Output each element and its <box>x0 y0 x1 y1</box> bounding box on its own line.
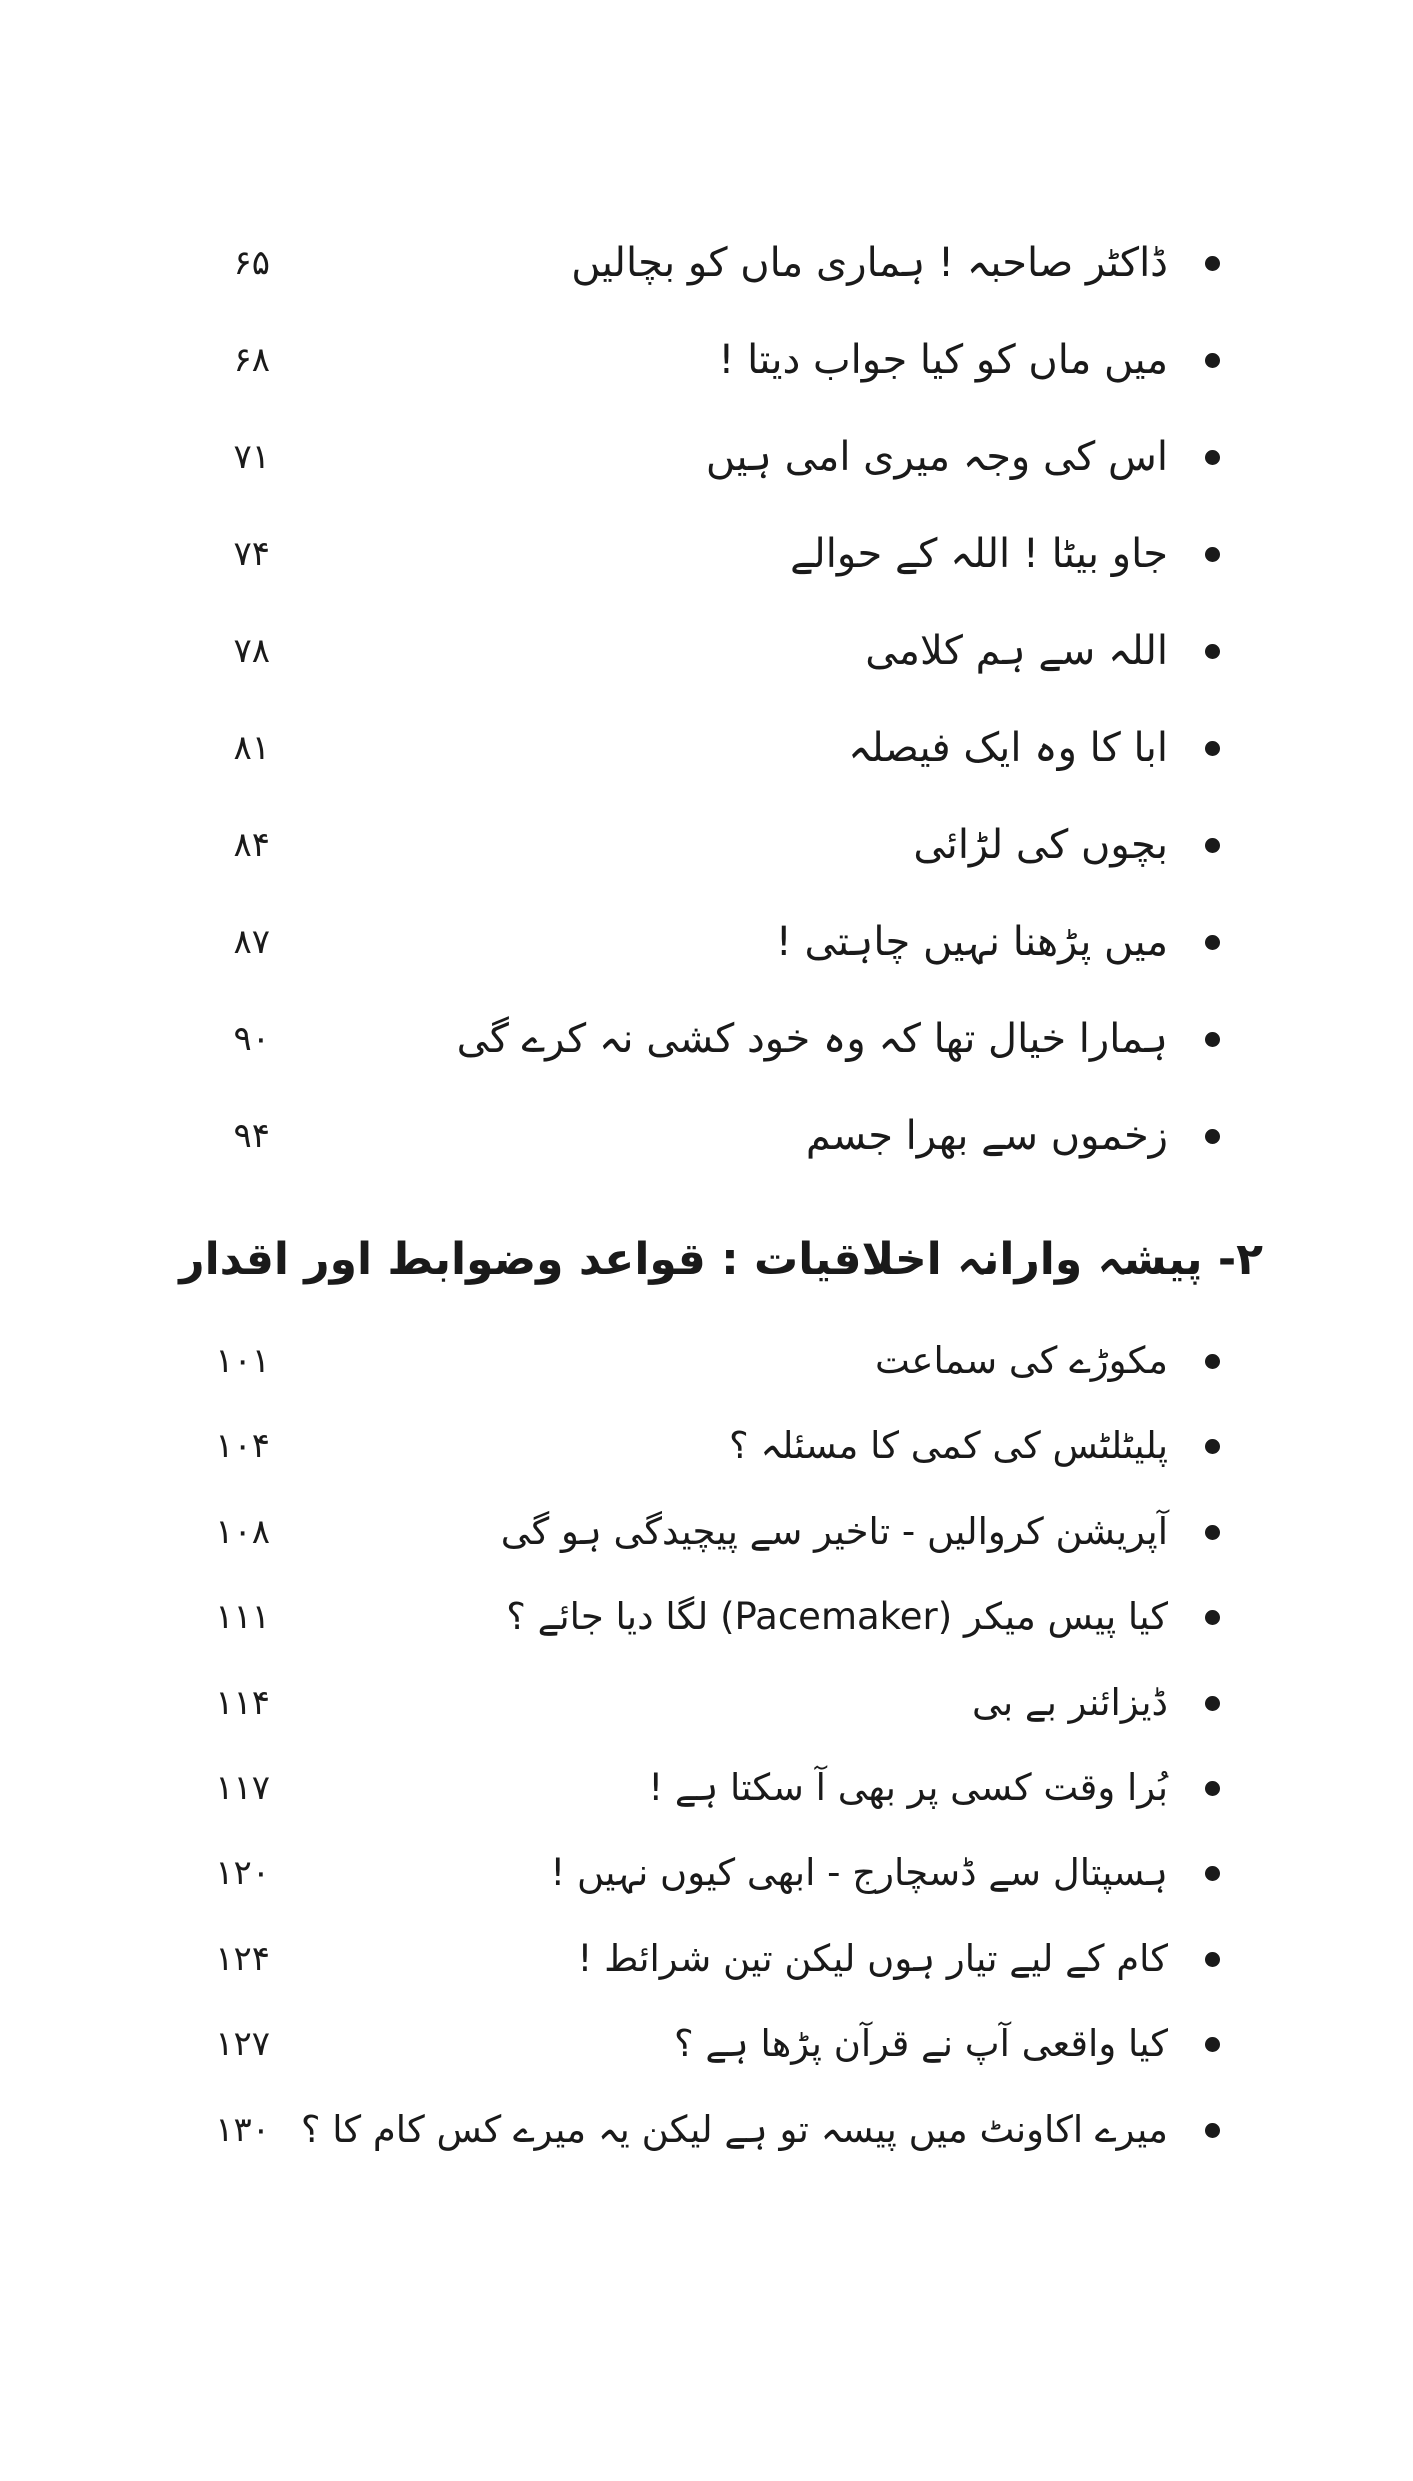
toc-entry <box>0 1501 1413 1586</box>
toc-entry <box>0 1008 1413 1105</box>
toc-entry <box>0 1842 1413 1927</box>
bullet-icon <box>1205 1525 1220 1540</box>
toc-entry-page: ۱۰۱ <box>215 1341 270 1381</box>
toc-entry-title: بچوں کی لڑائی <box>913 822 1168 868</box>
toc-entry <box>0 329 1413 426</box>
toc-entry-page: ۱۲۰ <box>215 1853 270 1894</box>
toc-entry-page: ۸۱ <box>233 728 270 768</box>
bullet-icon <box>1205 1866 1220 1881</box>
bullet-icon <box>1205 1610 1220 1625</box>
toc-list-group-2 <box>0 1330 1413 2184</box>
toc-entry-page: ۶۵ <box>233 243 270 283</box>
toc-entry-page: ۱۱۱ <box>215 1597 270 1638</box>
section-heading: ۲- پیشہ وارانہ اخلاقیات : قواعد وضوابط اور اقدار <box>179 1234 1263 1285</box>
bullet-icon <box>1205 1952 1220 1967</box>
toc-entry-title: مکوڑے کی سماعت <box>875 1339 1168 1382</box>
bullet-icon <box>1205 1129 1220 1144</box>
toc-entry-title: ہمارا خیال تھا کہ وہ خود کشی نہ کرے گی <box>456 1016 1168 1062</box>
toc-entry <box>0 1330 1413 1415</box>
toc-entry-title: بُرا وقت کسی پر بھی آ سکتا ہے ! <box>648 1765 1168 1809</box>
toc-entry-title: زخموں سے بھرا جسم <box>805 1113 1168 1159</box>
toc-entry-page: ۷۴ <box>233 534 270 574</box>
toc-entry-title: میرے اکاونٹ میں پیسہ تو ہے لیکن یہ میرے کس کام کا ؟ <box>300 2107 1168 2151</box>
bullet-icon <box>1205 644 1220 659</box>
toc-entry-page: ۶۸ <box>233 340 270 380</box>
toc-entry-page: ۹۰ <box>233 1019 270 1059</box>
toc-entry <box>0 1672 1413 1757</box>
toc-entry-page: ۸۴ <box>233 825 270 865</box>
toc-entry-page: ۱۱۴ <box>215 1682 270 1723</box>
toc-entry-title: اللہ سے ہم کلامی <box>865 628 1168 674</box>
toc-entry <box>0 1415 1413 1500</box>
toc-entry-page: ۱۲۴ <box>215 1938 270 1979</box>
toc-entry-page: ۱۰۴ <box>215 1426 270 1467</box>
toc-entry-page: ۸۷ <box>233 922 270 962</box>
toc-entry-title: کیا پیس میکر (Pacemaker) لگا دیا جائے ؟ <box>506 1595 1168 1639</box>
toc-entry-title: جاو بیٹا ! اللہ کے حوالے <box>790 531 1168 577</box>
toc-entry <box>0 1586 1413 1671</box>
bullet-icon <box>1205 1696 1220 1711</box>
toc-entry-title: ابا کا وہ ایک فیصلہ <box>848 725 1168 771</box>
toc-entry <box>0 426 1413 523</box>
toc-entry <box>0 1757 1413 1842</box>
toc-entry-page: ۷۱ <box>233 437 270 477</box>
bullet-icon <box>1205 1354 1220 1369</box>
toc-entry-title: آپریشن کروالیں - تاخیر سے پیچیدگی ہو گی <box>500 1509 1168 1553</box>
toc-entry-title: ہسپتال سے ڈسچارج - ابھی کیوں نہیں ! <box>550 1851 1168 1895</box>
bullet-icon <box>1205 1032 1220 1047</box>
toc-entry-title: میں ماں کو کیا جواب دیتا ! <box>718 337 1168 383</box>
toc-entry <box>0 2013 1413 2098</box>
toc-entry-title: ڈیزائنر بے بی <box>972 1680 1168 1724</box>
toc-entry-page: ۹۴ <box>233 1116 270 1156</box>
toc-entry <box>0 1928 1413 2013</box>
bullet-icon <box>1205 353 1220 368</box>
toc-entry-title: میں پڑھنا نہیں چاہتی ! <box>775 919 1168 965</box>
toc-entry-title: پلیٹلٹس کی کمی کا مسئلہ ؟ <box>728 1424 1168 1468</box>
toc-entry-page: ۱۱۷ <box>215 1767 270 1808</box>
bullet-icon <box>1205 2037 1220 2052</box>
toc-entry-page: ۱۰۸ <box>215 1511 270 1552</box>
bullet-icon <box>1205 1439 1220 1454</box>
toc-entry-title: کام کے لیے تیار ہوں لیکن تین شرائط ! <box>577 1936 1168 1980</box>
bullet-icon <box>1205 741 1220 756</box>
toc-entry-title: اس کی وجہ میری امی ہیں <box>705 434 1168 480</box>
toc-entry-title: کیا واقعی آپ نے قرآن پڑھا ہے ؟ <box>673 2022 1168 2066</box>
toc-list-group-1 <box>0 232 1413 1202</box>
bullet-icon <box>1205 935 1220 950</box>
bullet-icon <box>1205 450 1220 465</box>
bullet-icon <box>1205 2123 1220 2138</box>
toc-entry <box>0 2099 1413 2184</box>
toc-entry-page: ۷۸ <box>233 631 270 671</box>
toc-entry <box>0 1105 1413 1202</box>
toc-entry <box>0 814 1413 911</box>
bullet-icon <box>1205 256 1220 271</box>
toc-entry-page: ۱۳۰ <box>215 2109 270 2150</box>
toc-entry <box>0 232 1413 329</box>
bullet-icon <box>1205 838 1220 853</box>
toc-entry <box>0 717 1413 814</box>
toc-entry <box>0 911 1413 1008</box>
bullet-icon <box>1205 1781 1220 1796</box>
toc-entry <box>0 620 1413 717</box>
toc-entry-title: ڈاکٹر صاحبہ ! ہماری ماں کو بچالیں <box>571 240 1168 286</box>
toc-entry <box>0 523 1413 620</box>
toc-entry-page: ۱۲۷ <box>215 2024 270 2065</box>
bullet-icon <box>1205 547 1220 562</box>
